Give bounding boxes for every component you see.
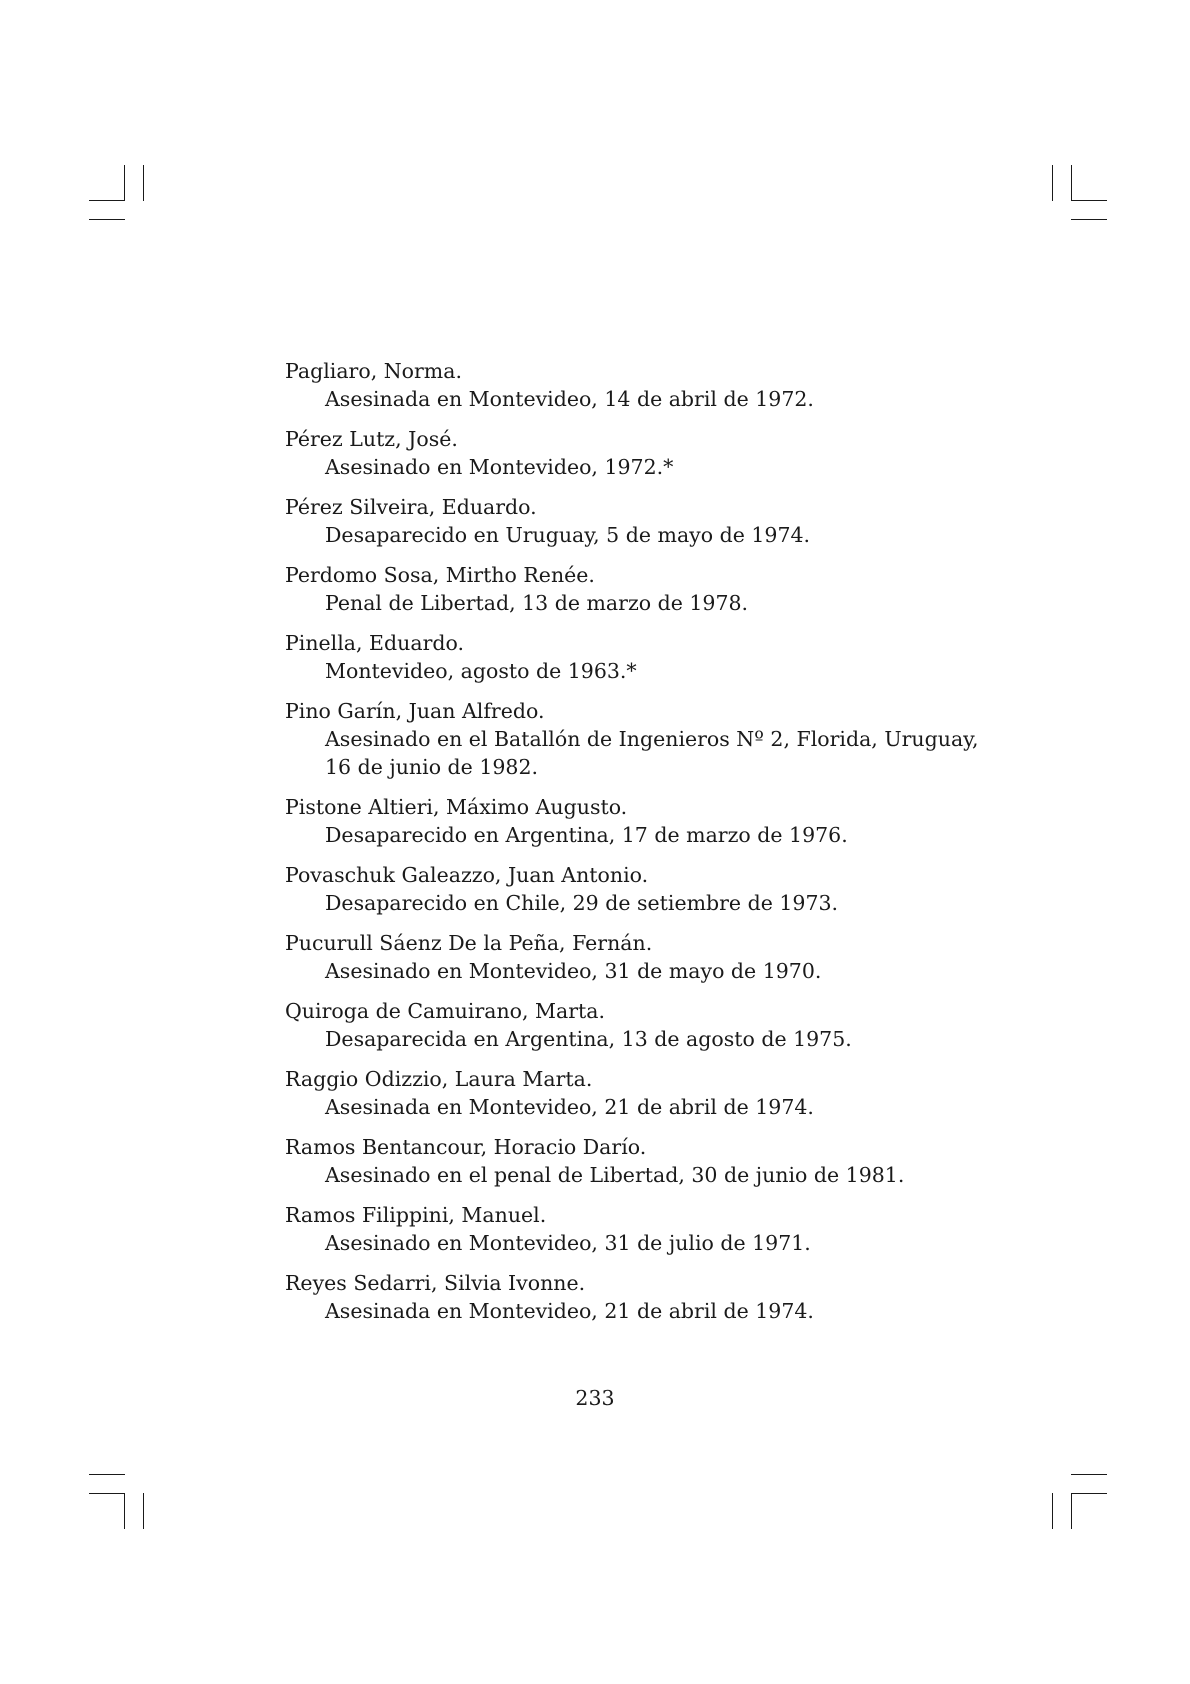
crop-mark-bottom-left-horizontal bbox=[89, 1493, 125, 1494]
entry-detail: Asesinada en Montevideo, 14 de abril de 1972. bbox=[325, 387, 814, 411]
list-item bbox=[285, 997, 985, 1053]
entry-name: Quiroga de Camuirano, Marta. bbox=[285, 999, 606, 1023]
entry-detail: Montevideo, agosto de 1963.* bbox=[325, 659, 637, 683]
list-item bbox=[285, 493, 985, 549]
crop-mark-top-right-bleed-vertical bbox=[1052, 165, 1053, 201]
list-item bbox=[285, 1065, 985, 1121]
crop-mark-top-right-bleed bbox=[1071, 219, 1107, 220]
entry-name: Pagliaro, Norma. bbox=[285, 359, 462, 383]
entry-detail: Desaparecido en Uruguay, 5 de mayo de 1974. bbox=[325, 523, 811, 547]
entry-detail: Desaparecido en Chile, 29 de setiembre de 1973. bbox=[325, 891, 839, 915]
entry-detail: Desaparecido en Argentina, 17 de marzo de 1976. bbox=[325, 823, 848, 847]
entry-detail: Asesinado en Montevideo, 31 de mayo de 1970. bbox=[325, 959, 822, 983]
crop-mark-bottom-right-bleed-vertical bbox=[1052, 1493, 1053, 1529]
crop-mark-bottom-right-bleed bbox=[1071, 1474, 1107, 1475]
victims-list bbox=[285, 357, 985, 1337]
entry-name: Ramos Bentancour, Horacio Darío. bbox=[285, 1135, 647, 1159]
list-item bbox=[285, 793, 985, 849]
list-item bbox=[285, 561, 985, 617]
entry-detail: Asesinada en Montevideo, 21 de abril de 1974. bbox=[325, 1095, 814, 1119]
entry-name: Pistone Altieri, Máximo Augusto. bbox=[285, 795, 628, 819]
entry-name: Reyes Sedarri, Silvia Ivonne. bbox=[285, 1271, 586, 1295]
list-item bbox=[285, 1201, 985, 1257]
list-item bbox=[285, 425, 985, 481]
crop-mark-top-right-horizontal bbox=[1071, 200, 1107, 201]
entry-name: Pucurull Sáenz De la Peña, Fernán. bbox=[285, 931, 653, 955]
entry-name: Pino Garín, Juan Alfredo. bbox=[285, 699, 545, 723]
entry-detail: Desaparecida en Argentina, 13 de agosto de 1975. bbox=[325, 1027, 852, 1051]
list-item bbox=[285, 629, 985, 685]
crop-mark-top-right-vertical bbox=[1071, 165, 1072, 201]
list-item bbox=[285, 929, 985, 985]
crop-mark-bottom-right-vertical bbox=[1071, 1493, 1072, 1529]
entry-name: Pinella, Eduardo. bbox=[285, 631, 464, 655]
entry-name: Pérez Silveira, Eduardo. bbox=[285, 495, 537, 519]
entry-detail: Asesinado en el penal de Libertad, 30 de junio de 1981. bbox=[325, 1163, 905, 1187]
entry-detail: Asesinado en Montevideo, 1972.* bbox=[325, 455, 674, 479]
crop-mark-bottom-right-horizontal bbox=[1071, 1493, 1107, 1494]
crop-mark-top-left-horizontal bbox=[89, 200, 125, 201]
crop-mark-bottom-left-bleed-vertical bbox=[143, 1493, 144, 1529]
entry-detail: Asesinada en Montevideo, 21 de abril de 1974. bbox=[325, 1299, 814, 1323]
list-item bbox=[285, 861, 985, 917]
entry-name: Raggio Odizzio, Laura Marta. bbox=[285, 1067, 593, 1091]
list-item bbox=[285, 697, 985, 781]
entry-name: Perdomo Sosa, Mirtho Renée. bbox=[285, 563, 595, 587]
entry-detail: Asesinado en el Batallón de Ingenieros Nº 2, Florida, Uruguay, 16 de junio de 1982. bbox=[325, 727, 979, 779]
page-number: 233 bbox=[575, 1386, 615, 1410]
list-item bbox=[285, 1269, 985, 1325]
entry-name: Povaschuk Galeazzo, Juan Antonio. bbox=[285, 863, 649, 887]
list-item bbox=[285, 1133, 985, 1189]
entry-name: Ramos Filippini, Manuel. bbox=[285, 1203, 547, 1227]
entry-name: Pérez Lutz, José. bbox=[285, 427, 458, 451]
entry-detail: Penal de Libertad, 13 de marzo de 1978. bbox=[325, 591, 749, 615]
crop-mark-top-left-bleed-vertical bbox=[143, 165, 144, 201]
crop-mark-top-left-bleed bbox=[89, 219, 125, 220]
crop-mark-top-left-vertical bbox=[124, 165, 125, 201]
crop-mark-bottom-left-bleed bbox=[89, 1474, 125, 1475]
list-item bbox=[285, 357, 985, 413]
entry-detail: Asesinado en Montevideo, 31 de julio de 1971. bbox=[325, 1231, 811, 1255]
crop-mark-bottom-left-vertical bbox=[124, 1493, 125, 1529]
